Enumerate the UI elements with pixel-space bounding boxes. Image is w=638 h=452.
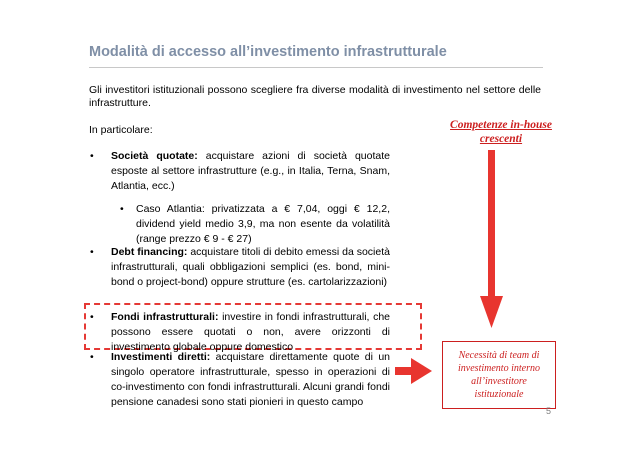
sub-bullet-caso-atlantia: Caso Atlantia: privatizzata a € 7,04, oggi € 12,2, dividend yield medio 3,9, ma non esente da volatilità (range prezzo € 9 - € 27) bbox=[136, 203, 390, 245]
team-box bbox=[442, 341, 556, 409]
bullet-text: investire in fondi infrastrutturali, che possono essere quotati o non, avere orizzonti di investimento globale oppure domestico bbox=[111, 311, 391, 353]
team-box-text: Necessità di team di investimento interno all’investitore istituzionale bbox=[458, 350, 540, 400]
bullet-label: Investimenti diretti: bbox=[111, 351, 211, 363]
bullet-text: acquistare azioni di società quotate esposte al settore infrastrutture (e.g., in Italia, Terna, Snam, Atlantia, ecc.) bbox=[111, 150, 390, 192]
bullet-marker: • bbox=[90, 311, 94, 323]
slide-title: Modalità di accesso all’investimento infrastrutturale bbox=[89, 44, 447, 60]
sub-bullet-marker: • bbox=[120, 203, 124, 215]
bullet-marker: • bbox=[90, 351, 94, 363]
right-arrow-icon bbox=[395, 358, 432, 384]
bullet-label: Debt financing: bbox=[111, 246, 188, 258]
down-arrow-icon bbox=[480, 150, 503, 328]
bullet-label: Fondi infrastrutturali: bbox=[111, 311, 219, 323]
bullet-text: acquistare direttamente quote di un singolo operatore infrastrutturale, spesso in operazioni di co-investimento con fondi infrastrutturali. Alcuni grandi fondi pensione canadesi sono stati pionieri in questo campo bbox=[111, 351, 390, 408]
in-particolare-label: In particolare: bbox=[89, 124, 153, 136]
bullet-marker: • bbox=[90, 246, 94, 258]
intro-paragraph: Gli investitori istituzionali possono scegliere fra diverse modalità di investimento nel settore delle infrastrutture. bbox=[89, 84, 541, 109]
bullet-marker: • bbox=[90, 150, 94, 162]
competenze-label: Competenze in-house crescenti bbox=[450, 119, 552, 145]
bullet-label: Società quotate: bbox=[111, 150, 198, 162]
page-number: 5 bbox=[546, 406, 552, 416]
bullet-text: acquistare titoli di debito emessi da società infrastrutturali, quali obbligazioni semplici (es. bond, mini-bond o project-bond) oppure strutture (es. cartolarizzazioni) bbox=[111, 246, 390, 288]
